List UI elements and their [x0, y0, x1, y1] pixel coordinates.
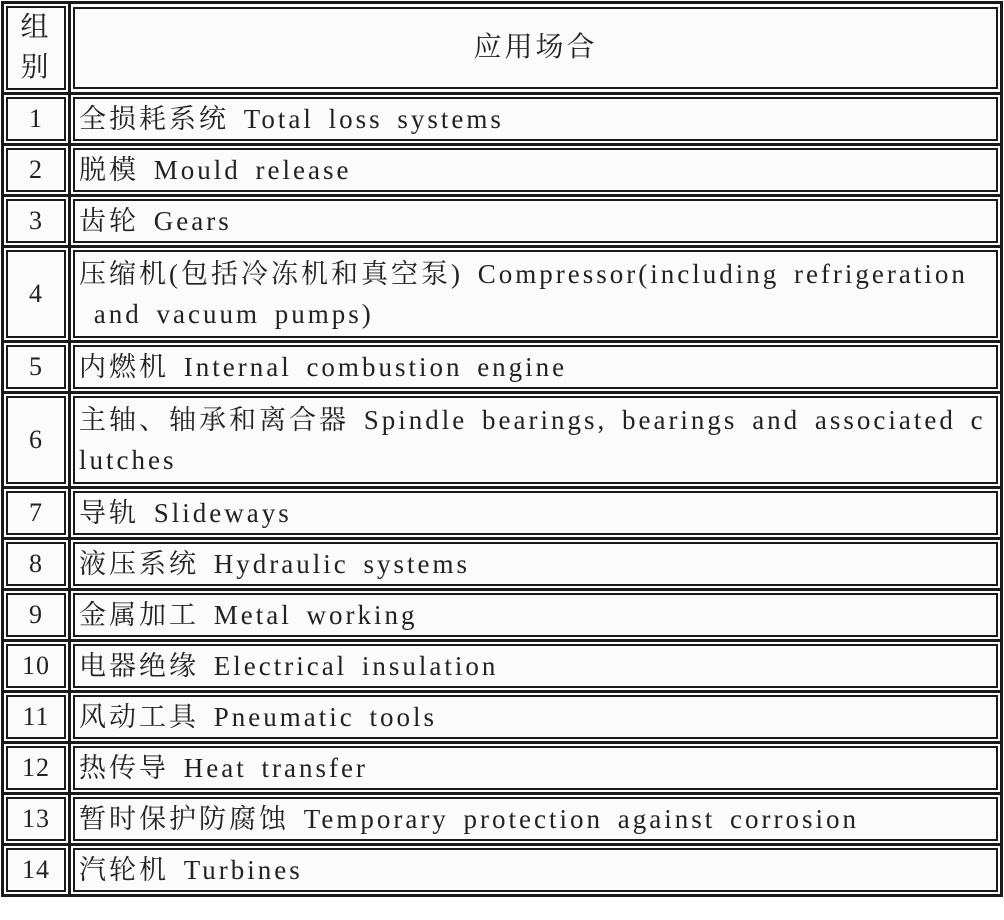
group-number: 4	[29, 279, 43, 308]
table-row	[3, 794, 1002, 845]
application-cell	[70, 692, 1002, 743]
application-text: 导轨 Slideways	[79, 498, 292, 528]
table-row	[3, 488, 1002, 539]
group-number-cell	[3, 196, 70, 247]
cell-box	[73, 491, 998, 535]
cell-box	[6, 148, 66, 192]
application-cell	[70, 488, 1002, 539]
cell-box	[73, 695, 998, 739]
group-number: 2	[29, 155, 43, 184]
group-number-cell	[3, 590, 70, 641]
application-text: 压缩机(包括冷冻机和真空泵) Compressor(including refrigeration	[79, 259, 968, 289]
cell-box	[6, 848, 66, 892]
group-number: 8	[29, 549, 43, 578]
group-number: 7	[29, 498, 43, 527]
group-number: 1	[29, 104, 43, 133]
group-number-cell	[3, 94, 70, 145]
application-cell	[70, 393, 1002, 488]
table-row	[3, 342, 1002, 393]
application-text: 汽轮机 Turbines	[79, 855, 303, 885]
group-number: 3	[29, 206, 43, 235]
cell-box	[6, 491, 66, 535]
cell-box	[73, 644, 998, 688]
application-cell	[70, 845, 1002, 896]
application-cell	[70, 145, 1002, 196]
group-header-label-line: 别	[20, 52, 52, 83]
application-text: 液压系统 Hydraulic systems	[79, 549, 470, 579]
cell-box	[73, 97, 998, 141]
group-number: 12	[22, 753, 50, 782]
cell-box	[6, 199, 66, 243]
application-text: and vacuum pumps)	[79, 299, 374, 329]
cell-box	[6, 695, 66, 739]
application-text: 暂时保护防腐蚀 Temporary protection against corrosion	[79, 804, 859, 834]
application-cell	[70, 743, 1002, 794]
table-row	[3, 539, 1002, 590]
group-number-cell	[3, 539, 70, 590]
application-text: 热传导 Heat transfer	[79, 753, 368, 783]
application-cell	[70, 641, 1002, 692]
group-header-label-line: 组	[20, 12, 52, 43]
application-cell	[70, 94, 1002, 145]
group-number-cell	[3, 641, 70, 692]
application-table	[1, 1, 1003, 897]
cell-box	[6, 345, 66, 389]
cell-box	[73, 848, 998, 892]
cell-box	[6, 644, 66, 688]
application-text: lutches	[79, 445, 177, 475]
cell-box	[73, 797, 998, 841]
group-number-cell	[3, 247, 70, 342]
cell-box	[73, 746, 998, 790]
table-row	[3, 393, 1002, 488]
table-row	[3, 145, 1002, 196]
table-row	[3, 590, 1002, 641]
table-row	[3, 196, 1002, 247]
group-header-cell	[3, 3, 70, 94]
table-row	[3, 743, 1002, 794]
cell-box	[6, 593, 66, 637]
cell-box	[6, 97, 66, 141]
cell-box	[6, 396, 66, 484]
application-cell	[70, 342, 1002, 393]
application-cell	[70, 794, 1002, 845]
application-text: 主轴、轴承和离合器 Spindle bearings, bearings and associated c	[79, 405, 986, 435]
cell-box	[73, 250, 998, 338]
table-row	[3, 94, 1002, 145]
cell-box	[6, 250, 66, 338]
application-text: 电器绝缘 Electrical insulation	[79, 651, 499, 681]
cell-box	[6, 6, 66, 90]
table-row	[3, 641, 1002, 692]
group-number: 9	[29, 600, 43, 629]
application-cell	[70, 590, 1002, 641]
group-number-cell	[3, 488, 70, 539]
group-number-cell	[3, 145, 70, 196]
cell-box	[73, 7, 998, 89]
cell-box	[73, 199, 998, 243]
group-number: 6	[29, 425, 43, 454]
group-number-cell	[3, 692, 70, 743]
table-row	[3, 845, 1002, 896]
cell-box	[73, 148, 998, 192]
group-number: 13	[22, 804, 50, 833]
group-number: 14	[22, 855, 50, 884]
group-number-cell	[3, 794, 70, 845]
cell-box	[6, 542, 66, 586]
application-cell	[70, 196, 1002, 247]
table-header-row	[3, 3, 1002, 94]
table-row	[3, 247, 1002, 342]
application-text: 风动工具 Pneumatic tools	[79, 702, 437, 732]
group-number: 5	[29, 352, 43, 381]
application-text: 齿轮 Gears	[79, 206, 232, 236]
cell-box	[6, 746, 66, 790]
cell-box	[73, 345, 998, 389]
cell-box	[73, 542, 998, 586]
group-number: 11	[22, 702, 50, 731]
application-header-label: 应用场合	[473, 32, 598, 63]
application-text: 全损耗系统 Total loss systems	[79, 104, 504, 134]
application-text: 脱模 Mould release	[79, 155, 352, 185]
application-cell	[70, 247, 1002, 342]
table-row	[3, 692, 1002, 743]
application-text: 金属加工 Metal working	[79, 600, 418, 630]
application-text: 内燃机 Internal combustion engine	[79, 352, 568, 382]
group-number: 10	[22, 651, 50, 680]
group-number-cell	[3, 393, 70, 488]
application-header-cell	[70, 3, 1002, 94]
group-number-cell	[3, 845, 70, 896]
cell-box	[73, 396, 998, 484]
cell-box	[6, 797, 66, 841]
cell-box	[73, 593, 998, 637]
group-number-cell	[3, 743, 70, 794]
group-number-cell	[3, 342, 70, 393]
application-cell	[70, 539, 1002, 590]
